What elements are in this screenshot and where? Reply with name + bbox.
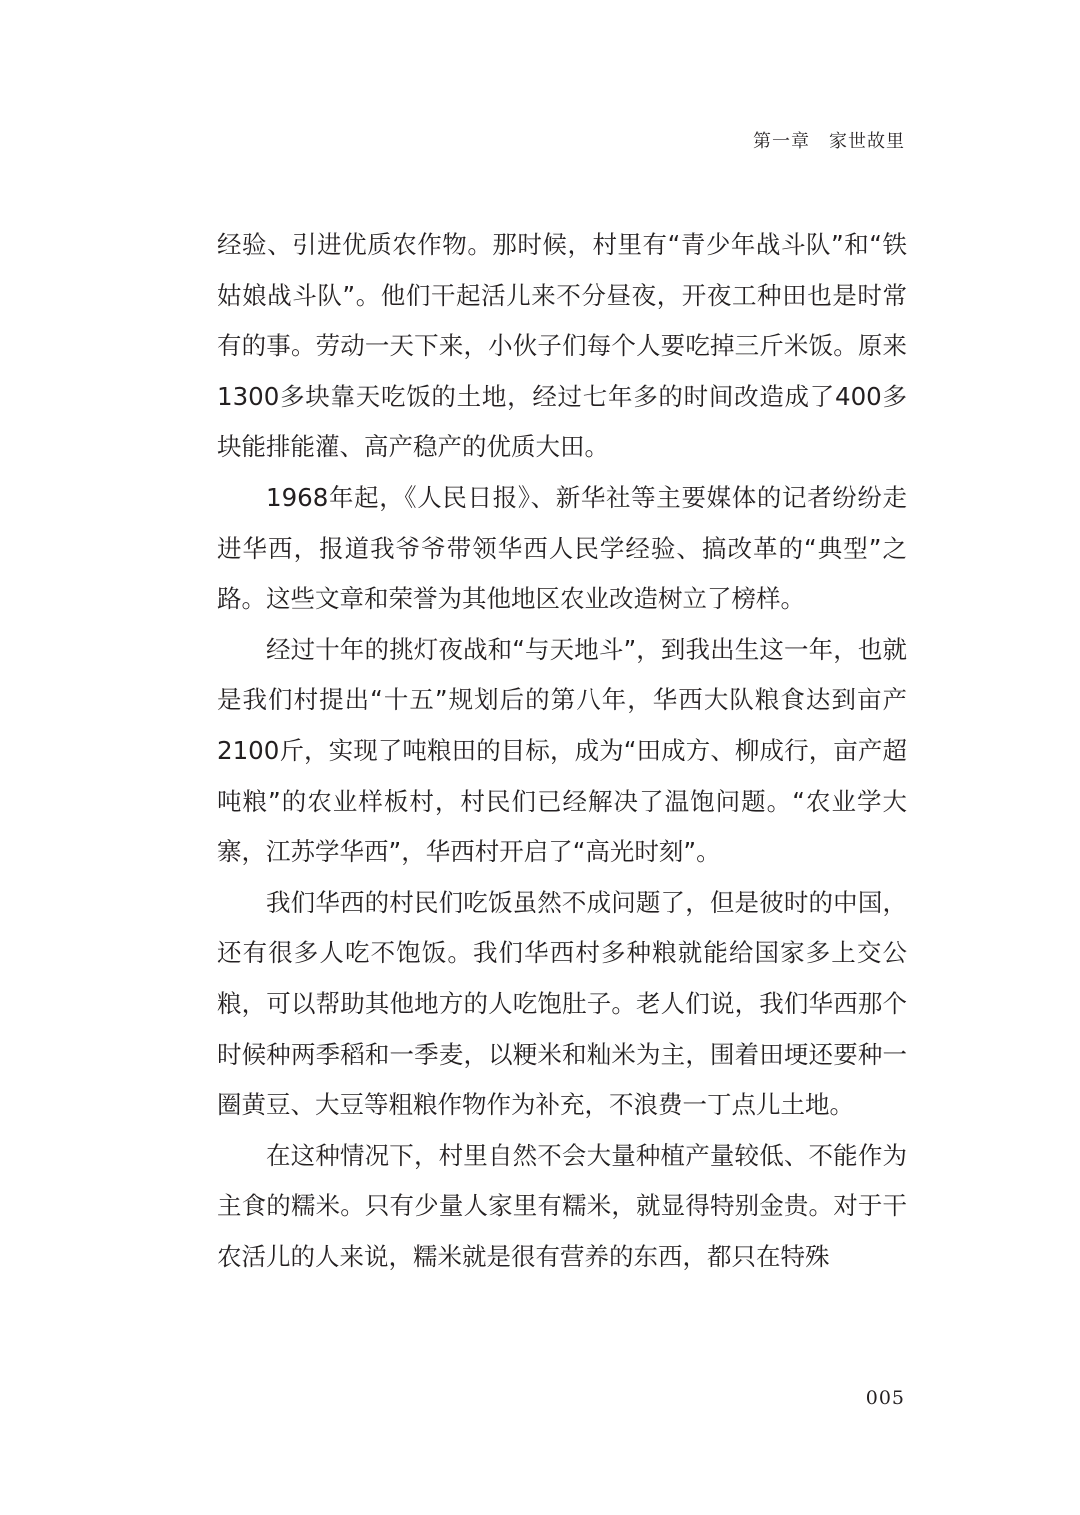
paragraph: 在这种情况下，村里自然不会大量种植产量较低、不能作为主食的糯米。只有少量人家里有糯米，就显得特别金贵。对于干农活儿的人来说，糯米就是很有营养的东西，都只在特殊 [217, 1140, 907, 1271]
page-number: 005 [865, 1387, 905, 1409]
paragraph: 经过十年的挑灯夜战和“与天地斗”，到我出生这一年，也就是我们村提出“十五”规划后的第八年，华西大队粮食达到亩产2100斤，实现了吨粮田的目标，成为“田成方、柳成行，亩产超吨粮”的农业样板村，村民们已经解决了温饱问题。“农业学大寨，江苏学华西”，华西村开启了“高光时刻”。 [217, 634, 907, 867]
body-text [217, 220, 907, 1282]
paragraph: 我们华西的村民们吃饭虽然不成问题了，但是彼时的中国，还有很多人吃不饱饭。我们华西村多种粮就能给国家多上交公粮，可以帮助其他地方的人吃饱肚子。老人们说，我们华西那个时候种两季稻和一季麦，以粳米和籼米为主，围着田埂还要种一圈黄豆、大豆等粗粮作物作为补充，不浪费一丁点儿土地。 [217, 887, 907, 1120]
paragraph-continued: 经验、引进优质农作物。那时候，村里有“青少年战斗队”和“铁姑娘战斗队”。他们干起活儿来不分昼夜，开夜工种田也是时常有的事。劳动一天下来，小伙子们每个人要吃掉三斤米饭。原来1300多块靠天吃饭的土地，经过七年多的时间改造成了400多块能排能灌、高产稳产的优质大田。 [217, 230, 907, 462]
paragraph: 1968年起，《人民日报》、新华社等主要媒体的记者纷纷走进华西，报道我爷爷带领华西人民学经验、搞改革的“典型”之路。这些文章和荣誉为其他地区农业改造树立了榜样。 [217, 482, 907, 614]
running-header-chapter-title: 第一章 家世故里 [753, 131, 905, 152]
